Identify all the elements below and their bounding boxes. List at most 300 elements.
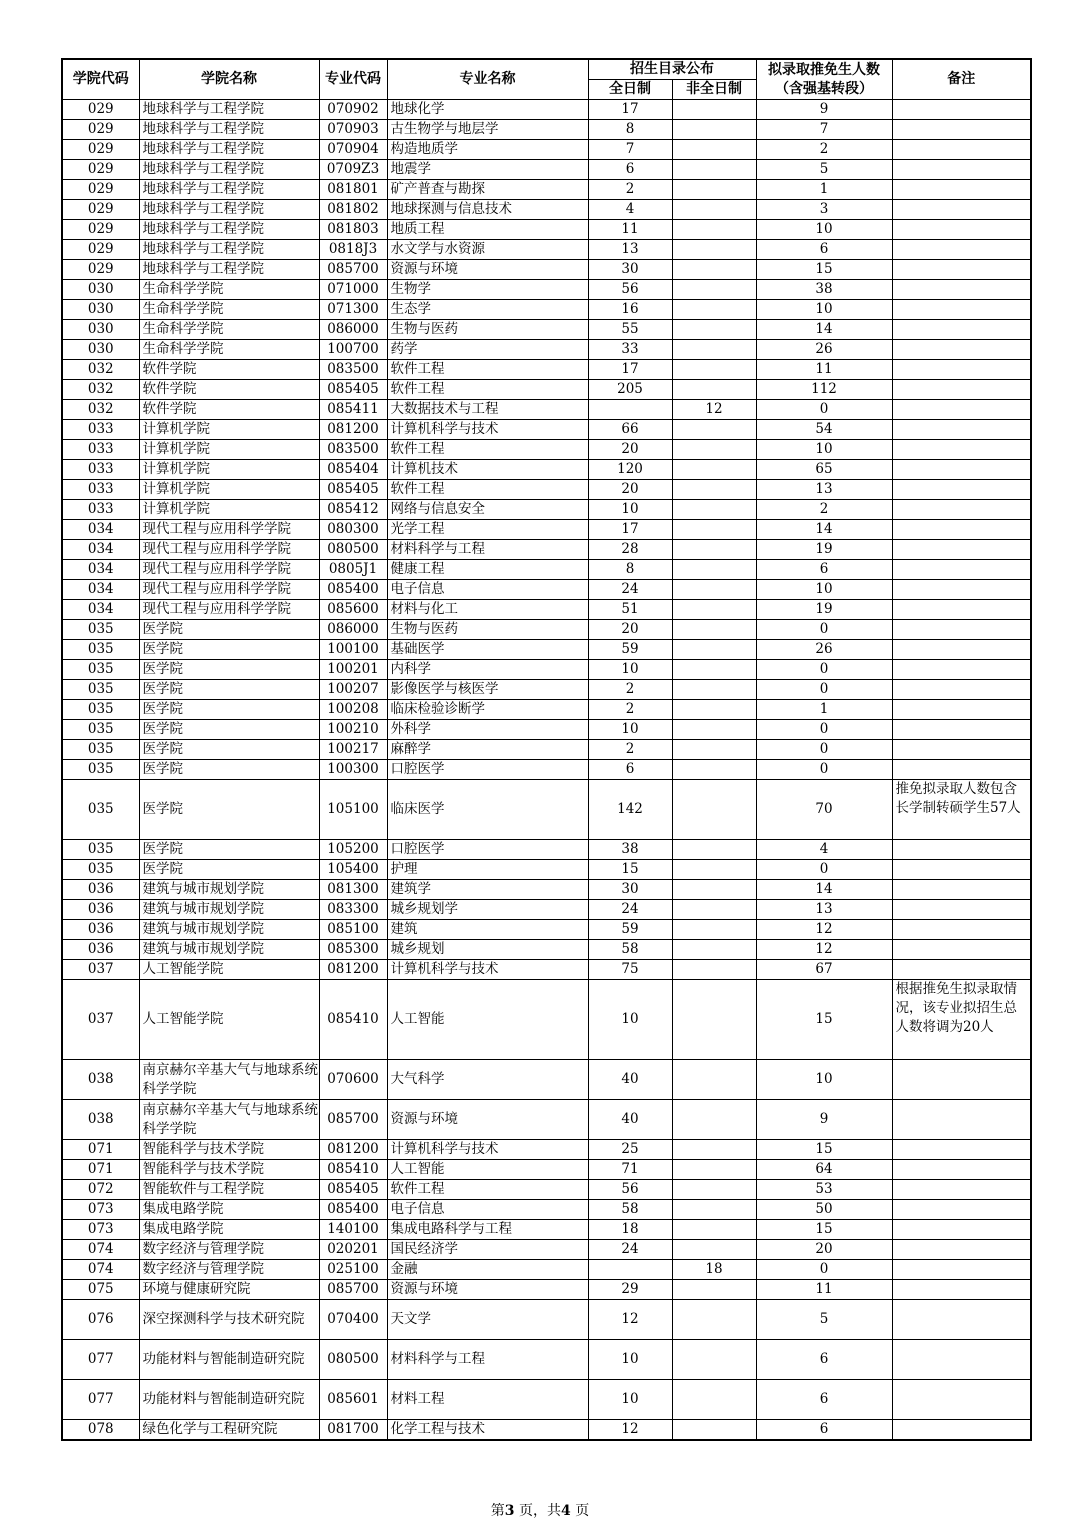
cell-major-name: 口腔医学 bbox=[387, 840, 588, 860]
cell-college-name: 地球科学与工程学院 bbox=[139, 100, 319, 120]
cell-part-time bbox=[672, 340, 756, 360]
cell-college-code: 032 bbox=[62, 360, 139, 380]
cell-major-name: 材料科学与工程 bbox=[387, 540, 588, 560]
cell-college-code: 033 bbox=[62, 420, 139, 440]
cell-remarks bbox=[892, 1140, 1031, 1160]
cell-part-time: 12 bbox=[672, 400, 756, 420]
cell-college-name: 计算机学院 bbox=[139, 420, 319, 440]
table-row bbox=[62, 360, 1031, 380]
cell-remarks bbox=[892, 1180, 1031, 1200]
cell-major-code: 085405 bbox=[319, 380, 387, 400]
cell-college-code: 029 bbox=[62, 160, 139, 180]
header-catalog-group: 招生目录公布 bbox=[588, 59, 756, 80]
cell-remarks bbox=[892, 860, 1031, 880]
table-row bbox=[62, 1280, 1031, 1300]
cell-remarks bbox=[892, 620, 1031, 640]
cell-exempt-count: 6 bbox=[756, 1380, 892, 1420]
cell-college-name: 医学院 bbox=[139, 740, 319, 760]
cell-full-time: 55 bbox=[588, 320, 672, 340]
cell-college-name: 建筑与城市规划学院 bbox=[139, 900, 319, 920]
cell-remarks: 根据推免生拟录取情况，该专业拟招生总人数将调为20人 bbox=[892, 980, 1031, 1060]
cell-major-code: 100208 bbox=[319, 700, 387, 720]
header-major-code: 专业代码 bbox=[319, 59, 387, 100]
cell-remarks bbox=[892, 500, 1031, 520]
cell-college-name: 医学院 bbox=[139, 700, 319, 720]
table-row bbox=[62, 200, 1031, 220]
cell-exempt-count: 26 bbox=[756, 340, 892, 360]
cell-college-name: 医学院 bbox=[139, 620, 319, 640]
cell-remarks bbox=[892, 760, 1031, 780]
cell-college-name: 医学院 bbox=[139, 780, 319, 840]
cell-college-name: 现代工程与应用科学学院 bbox=[139, 520, 319, 540]
table-row bbox=[62, 1300, 1031, 1340]
cell-major-name: 影像医学与核医学 bbox=[387, 680, 588, 700]
cell-part-time bbox=[672, 500, 756, 520]
cell-full-time: 59 bbox=[588, 640, 672, 660]
footer-prefix: 第 bbox=[490, 1503, 505, 1519]
cell-college-name: 软件学院 bbox=[139, 360, 319, 380]
cell-part-time bbox=[672, 920, 756, 940]
cell-major-name: 矿产普查与勘探 bbox=[387, 180, 588, 200]
cell-full-time: 38 bbox=[588, 840, 672, 860]
cell-college-code: 071 bbox=[62, 1140, 139, 1160]
cell-college-name: 生命科学学院 bbox=[139, 340, 319, 360]
cell-major-code: 025100 bbox=[319, 1260, 387, 1280]
cell-remarks bbox=[892, 1160, 1031, 1180]
cell-full-time: 17 bbox=[588, 360, 672, 380]
cell-exempt-count: 10 bbox=[756, 580, 892, 600]
cell-major-code: 085400 bbox=[319, 580, 387, 600]
table-row bbox=[62, 140, 1031, 160]
cell-college-name: 地球科学与工程学院 bbox=[139, 240, 319, 260]
cell-exempt-count: 15 bbox=[756, 1220, 892, 1240]
cell-exempt-count: 53 bbox=[756, 1180, 892, 1200]
table-row bbox=[62, 560, 1031, 580]
cell-college-name: 人工智能学院 bbox=[139, 960, 319, 980]
cell-full-time: 24 bbox=[588, 1240, 672, 1260]
cell-college-code: 035 bbox=[62, 700, 139, 720]
cell-remarks bbox=[892, 1260, 1031, 1280]
table-row bbox=[62, 920, 1031, 940]
cell-remarks bbox=[892, 120, 1031, 140]
cell-major-code: 070902 bbox=[319, 100, 387, 120]
cell-full-time: 11 bbox=[588, 220, 672, 240]
cell-remarks bbox=[892, 740, 1031, 760]
cell-college-code: 029 bbox=[62, 120, 139, 140]
cell-major-code: 083500 bbox=[319, 360, 387, 380]
cell-college-name: 地球科学与工程学院 bbox=[139, 220, 319, 240]
cell-major-code: 081801 bbox=[319, 180, 387, 200]
table-row bbox=[62, 480, 1031, 500]
cell-full-time: 56 bbox=[588, 280, 672, 300]
cell-part-time bbox=[672, 620, 756, 640]
table-row bbox=[62, 740, 1031, 760]
cell-exempt-count: 1 bbox=[756, 180, 892, 200]
cell-exempt-count: 10 bbox=[756, 1060, 892, 1100]
cell-exempt-count: 19 bbox=[756, 540, 892, 560]
cell-part-time bbox=[672, 880, 756, 900]
cell-remarks: 推免拟录取人数包含长学制转硕学生57人 bbox=[892, 780, 1031, 840]
footer-total-pages: 4 bbox=[561, 1503, 571, 1519]
cell-part-time bbox=[672, 160, 756, 180]
cell-college-code: 029 bbox=[62, 240, 139, 260]
cell-major-name: 麻醉学 bbox=[387, 740, 588, 760]
cell-part-time bbox=[672, 580, 756, 600]
table-row bbox=[62, 980, 1031, 1060]
cell-part-time bbox=[672, 980, 756, 1060]
cell-full-time: 10 bbox=[588, 1380, 672, 1420]
cell-exempt-count: 12 bbox=[756, 940, 892, 960]
cell-full-time: 10 bbox=[588, 720, 672, 740]
cell-exempt-count: 15 bbox=[756, 1140, 892, 1160]
header-exempt-count bbox=[756, 59, 892, 100]
cell-major-name: 大气科学 bbox=[387, 1060, 588, 1100]
table-row bbox=[62, 760, 1031, 780]
cell-remarks bbox=[892, 1280, 1031, 1300]
cell-college-code: 074 bbox=[62, 1240, 139, 1260]
cell-full-time: 6 bbox=[588, 760, 672, 780]
cell-remarks bbox=[892, 580, 1031, 600]
cell-part-time: 18 bbox=[672, 1260, 756, 1280]
cell-part-time bbox=[672, 140, 756, 160]
cell-remarks bbox=[892, 400, 1031, 420]
cell-college-name: 计算机学院 bbox=[139, 460, 319, 480]
cell-college-name: 建筑与城市规划学院 bbox=[139, 920, 319, 940]
cell-major-name: 集成电路科学与工程 bbox=[387, 1220, 588, 1240]
cell-part-time bbox=[672, 940, 756, 960]
cell-full-time: 30 bbox=[588, 880, 672, 900]
cell-exempt-count: 0 bbox=[756, 720, 892, 740]
cell-remarks bbox=[892, 340, 1031, 360]
cell-major-name: 电子信息 bbox=[387, 580, 588, 600]
cell-major-code: 070904 bbox=[319, 140, 387, 160]
cell-full-time: 58 bbox=[588, 940, 672, 960]
cell-major-name: 计算机科学与技术 bbox=[387, 1140, 588, 1160]
cell-college-name: 医学院 bbox=[139, 660, 319, 680]
cell-full-time: 2 bbox=[588, 180, 672, 200]
table-row bbox=[62, 1140, 1031, 1160]
cell-exempt-count: 14 bbox=[756, 520, 892, 540]
cell-major-name: 城乡规划 bbox=[387, 940, 588, 960]
cell-major-name: 地球探测与信息技术 bbox=[387, 200, 588, 220]
cell-major-code: 083300 bbox=[319, 900, 387, 920]
cell-remarks bbox=[892, 200, 1031, 220]
footer-suffix: 页 bbox=[575, 1503, 590, 1519]
cell-major-code: 085405 bbox=[319, 1180, 387, 1200]
table-row bbox=[62, 660, 1031, 680]
cell-remarks bbox=[892, 1220, 1031, 1240]
cell-major-name: 大数据技术与工程 bbox=[387, 400, 588, 420]
cell-exempt-count: 38 bbox=[756, 280, 892, 300]
cell-college-name: 计算机学院 bbox=[139, 440, 319, 460]
cell-college-name: 软件学院 bbox=[139, 380, 319, 400]
cell-part-time bbox=[672, 780, 756, 840]
cell-college-code: 038 bbox=[62, 1060, 139, 1100]
cell-college-name: 地球科学与工程学院 bbox=[139, 120, 319, 140]
cell-remarks bbox=[892, 1340, 1031, 1380]
cell-major-code: 070600 bbox=[319, 1060, 387, 1100]
cell-exempt-count: 6 bbox=[756, 560, 892, 580]
table-row bbox=[62, 280, 1031, 300]
table-row bbox=[62, 940, 1031, 960]
cell-full-time: 120 bbox=[588, 460, 672, 480]
cell-exempt-count: 19 bbox=[756, 600, 892, 620]
table-row bbox=[62, 440, 1031, 460]
cell-remarks bbox=[892, 360, 1031, 380]
cell-part-time bbox=[672, 1060, 756, 1100]
cell-full-time: 10 bbox=[588, 1340, 672, 1380]
cell-part-time bbox=[672, 200, 756, 220]
cell-full-time: 59 bbox=[588, 920, 672, 940]
cell-major-name: 网络与信息安全 bbox=[387, 500, 588, 520]
cell-college-code: 072 bbox=[62, 1180, 139, 1200]
cell-major-code: 085100 bbox=[319, 920, 387, 940]
cell-remarks bbox=[892, 180, 1031, 200]
table-row bbox=[62, 1340, 1031, 1380]
cell-exempt-count: 9 bbox=[756, 1100, 892, 1140]
cell-remarks bbox=[892, 460, 1031, 480]
cell-full-time: 4 bbox=[588, 200, 672, 220]
cell-part-time bbox=[672, 860, 756, 880]
cell-full-time: 17 bbox=[588, 100, 672, 120]
cell-part-time bbox=[672, 700, 756, 720]
cell-part-time bbox=[672, 460, 756, 480]
cell-college-code: 037 bbox=[62, 960, 139, 980]
cell-exempt-count: 0 bbox=[756, 400, 892, 420]
cell-part-time bbox=[672, 220, 756, 240]
cell-remarks bbox=[892, 720, 1031, 740]
cell-exempt-count: 0 bbox=[756, 860, 892, 880]
cell-major-code: 085404 bbox=[319, 460, 387, 480]
cell-major-name: 国民经济学 bbox=[387, 1240, 588, 1260]
cell-college-code: 078 bbox=[62, 1420, 139, 1441]
cell-major-code: 080300 bbox=[319, 520, 387, 540]
header-college-code: 学院代码 bbox=[62, 59, 139, 100]
cell-major-code: 085412 bbox=[319, 500, 387, 520]
cell-college-code: 034 bbox=[62, 540, 139, 560]
cell-major-code: 081200 bbox=[319, 420, 387, 440]
cell-remarks bbox=[892, 1380, 1031, 1420]
cell-part-time bbox=[672, 1420, 756, 1441]
cell-major-code: 105100 bbox=[319, 780, 387, 840]
cell-part-time bbox=[672, 1280, 756, 1300]
cell-major-name: 软件工程 bbox=[387, 480, 588, 500]
cell-exempt-count: 0 bbox=[756, 760, 892, 780]
table-row bbox=[62, 700, 1031, 720]
cell-full-time: 10 bbox=[588, 500, 672, 520]
cell-college-name: 医学院 bbox=[139, 760, 319, 780]
cell-full-time: 2 bbox=[588, 700, 672, 720]
cell-college-code: 033 bbox=[62, 440, 139, 460]
cell-major-name: 金融 bbox=[387, 1260, 588, 1280]
table-row bbox=[62, 620, 1031, 640]
cell-part-time bbox=[672, 740, 756, 760]
cell-college-name: 生命科学学院 bbox=[139, 280, 319, 300]
cell-exempt-count: 64 bbox=[756, 1160, 892, 1180]
cell-full-time: 30 bbox=[588, 260, 672, 280]
cell-major-code: 100210 bbox=[319, 720, 387, 740]
cell-major-name: 材料工程 bbox=[387, 1380, 588, 1420]
header-remarks: 备注 bbox=[892, 59, 1031, 100]
cell-exempt-count: 14 bbox=[756, 320, 892, 340]
cell-full-time: 24 bbox=[588, 580, 672, 600]
cell-major-name: 资源与环境 bbox=[387, 1280, 588, 1300]
cell-major-code: 085300 bbox=[319, 940, 387, 960]
cell-full-time: 29 bbox=[588, 1280, 672, 1300]
cell-major-name: 软件工程 bbox=[387, 380, 588, 400]
cell-major-code: 083500 bbox=[319, 440, 387, 460]
cell-full-time: 12 bbox=[588, 1420, 672, 1441]
table-row bbox=[62, 860, 1031, 880]
cell-major-name: 地质工程 bbox=[387, 220, 588, 240]
cell-remarks bbox=[892, 380, 1031, 400]
cell-major-name: 化学工程与技术 bbox=[387, 1420, 588, 1441]
cell-remarks bbox=[892, 140, 1031, 160]
cell-full-time: 13 bbox=[588, 240, 672, 260]
cell-college-code: 037 bbox=[62, 980, 139, 1060]
cell-part-time bbox=[672, 1140, 756, 1160]
table-row bbox=[62, 1240, 1031, 1260]
cell-major-code: 085600 bbox=[319, 600, 387, 620]
cell-part-time bbox=[672, 1200, 756, 1220]
cell-exempt-count: 6 bbox=[756, 1340, 892, 1380]
cell-remarks bbox=[892, 700, 1031, 720]
cell-major-name: 健康工程 bbox=[387, 560, 588, 580]
cell-college-code: 071 bbox=[62, 1160, 139, 1180]
cell-part-time bbox=[672, 720, 756, 740]
cell-college-code: 035 bbox=[62, 740, 139, 760]
cell-major-name: 生物学 bbox=[387, 280, 588, 300]
cell-major-name: 计算机科学与技术 bbox=[387, 420, 588, 440]
cell-college-name: 智能科学与技术学院 bbox=[139, 1140, 319, 1160]
cell-college-name: 医学院 bbox=[139, 840, 319, 860]
cell-college-code: 035 bbox=[62, 640, 139, 660]
table-row bbox=[62, 900, 1031, 920]
cell-remarks bbox=[892, 1240, 1031, 1260]
cell-full-time: 56 bbox=[588, 1180, 672, 1200]
cell-major-code: 085700 bbox=[319, 260, 387, 280]
cell-full-time: 66 bbox=[588, 420, 672, 440]
cell-remarks bbox=[892, 680, 1031, 700]
cell-major-code: 085601 bbox=[319, 1380, 387, 1420]
cell-college-name: 地球科学与工程学院 bbox=[139, 180, 319, 200]
cell-exempt-count: 14 bbox=[756, 880, 892, 900]
cell-exempt-count: 15 bbox=[756, 980, 892, 1060]
table-row bbox=[62, 1220, 1031, 1240]
cell-major-name: 建筑 bbox=[387, 920, 588, 940]
cell-major-code: 070400 bbox=[319, 1300, 387, 1340]
table-row bbox=[62, 100, 1031, 120]
cell-exempt-count: 11 bbox=[756, 360, 892, 380]
header-exempt-line1: 拟录取推免生人数 bbox=[768, 61, 880, 78]
table-row bbox=[62, 320, 1031, 340]
cell-part-time bbox=[672, 1380, 756, 1420]
cell-college-code: 033 bbox=[62, 500, 139, 520]
cell-remarks bbox=[892, 220, 1031, 240]
cell-college-name: 生命科学学院 bbox=[139, 320, 319, 340]
cell-exempt-count: 12 bbox=[756, 920, 892, 940]
cell-full-time: 8 bbox=[588, 560, 672, 580]
cell-part-time bbox=[672, 120, 756, 140]
cell-major-code: 140100 bbox=[319, 1220, 387, 1240]
cell-college-code: 034 bbox=[62, 600, 139, 620]
cell-college-code: 035 bbox=[62, 780, 139, 840]
cell-major-name: 药学 bbox=[387, 340, 588, 360]
cell-exempt-count: 13 bbox=[756, 480, 892, 500]
table-row bbox=[62, 400, 1031, 420]
cell-exempt-count: 2 bbox=[756, 500, 892, 520]
cell-major-code: 085410 bbox=[319, 980, 387, 1060]
cell-college-code: 034 bbox=[62, 520, 139, 540]
cell-remarks bbox=[892, 1200, 1031, 1220]
table-body bbox=[62, 100, 1031, 1441]
cell-full-time: 20 bbox=[588, 480, 672, 500]
cell-part-time bbox=[672, 260, 756, 280]
cell-exempt-count: 5 bbox=[756, 160, 892, 180]
table-row bbox=[62, 580, 1031, 600]
cell-college-code: 036 bbox=[62, 920, 139, 940]
cell-college-code: 033 bbox=[62, 480, 139, 500]
cell-college-code: 030 bbox=[62, 340, 139, 360]
cell-full-time: 20 bbox=[588, 620, 672, 640]
cell-full-time: 10 bbox=[588, 980, 672, 1060]
cell-part-time bbox=[672, 1300, 756, 1340]
cell-college-code: 074 bbox=[62, 1260, 139, 1280]
table-row bbox=[62, 180, 1031, 200]
cell-college-code: 032 bbox=[62, 380, 139, 400]
cell-part-time bbox=[672, 660, 756, 680]
cell-major-code: 100217 bbox=[319, 740, 387, 760]
table-row bbox=[62, 680, 1031, 700]
cell-college-name: 集成电路学院 bbox=[139, 1220, 319, 1240]
table-row bbox=[62, 520, 1031, 540]
table-row bbox=[62, 380, 1031, 400]
cell-college-code: 029 bbox=[62, 220, 139, 240]
table-row bbox=[62, 880, 1031, 900]
cell-major-code: 085405 bbox=[319, 480, 387, 500]
cell-exempt-count: 50 bbox=[756, 1200, 892, 1220]
cell-full-time: 205 bbox=[588, 380, 672, 400]
cell-college-code: 035 bbox=[62, 620, 139, 640]
header-exempt-line2: （含强基转段） bbox=[775, 80, 873, 97]
cell-college-name: 集成电路学院 bbox=[139, 1200, 319, 1220]
cell-college-code: 038 bbox=[62, 1100, 139, 1140]
cell-part-time bbox=[672, 180, 756, 200]
cell-major-name: 人工智能 bbox=[387, 980, 588, 1060]
cell-college-name: 建筑与城市规划学院 bbox=[139, 940, 319, 960]
cell-major-name: 人工智能 bbox=[387, 1160, 588, 1180]
cell-major-code: 071300 bbox=[319, 300, 387, 320]
table-row bbox=[62, 600, 1031, 620]
cell-remarks bbox=[892, 1300, 1031, 1340]
cell-exempt-count: 0 bbox=[756, 660, 892, 680]
cell-college-name: 医学院 bbox=[139, 720, 319, 740]
table-row bbox=[62, 1100, 1031, 1140]
cell-major-code: 080500 bbox=[319, 540, 387, 560]
cell-remarks bbox=[892, 560, 1031, 580]
table-row bbox=[62, 260, 1031, 280]
cell-major-name: 材料科学与工程 bbox=[387, 1340, 588, 1380]
cell-part-time bbox=[672, 100, 756, 120]
table-row bbox=[62, 540, 1031, 560]
cell-major-code: 100300 bbox=[319, 760, 387, 780]
cell-college-code: 036 bbox=[62, 880, 139, 900]
cell-major-code: 085700 bbox=[319, 1100, 387, 1140]
cell-college-name: 功能材料与智能制造研究院 bbox=[139, 1340, 319, 1380]
cell-remarks bbox=[892, 280, 1031, 300]
cell-full-time: 10 bbox=[588, 660, 672, 680]
cell-major-name: 地球化学 bbox=[387, 100, 588, 120]
